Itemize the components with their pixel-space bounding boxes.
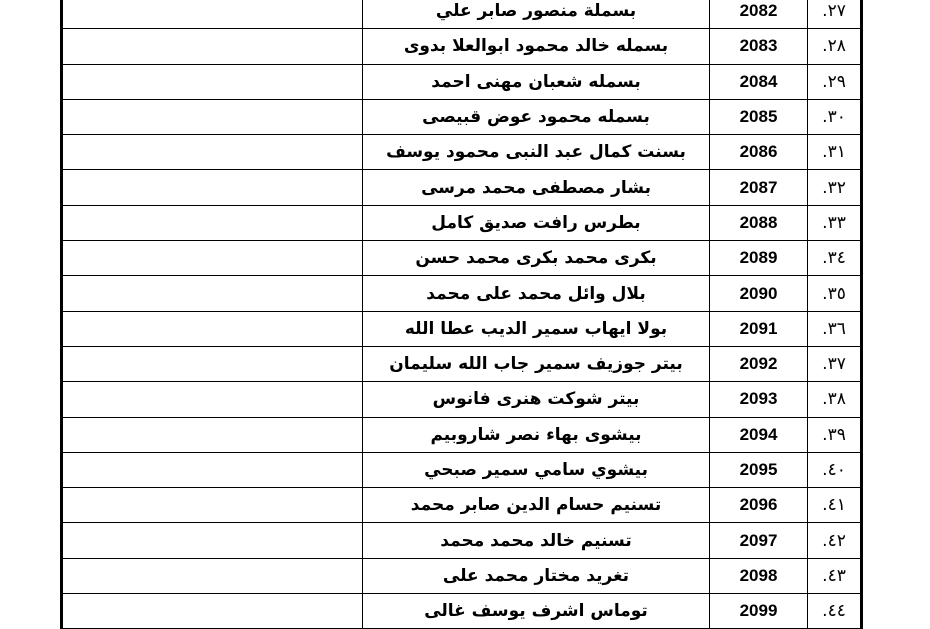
notes-cell [63, 418, 363, 452]
code-cell: 2085 [710, 100, 808, 134]
name-cell: بلال وائل محمد على محمد [363, 276, 710, 310]
code-cell: 2093 [710, 382, 808, 416]
serial-number-cell: ٣٨. [822, 389, 846, 410]
table-row [63, 453, 860, 488]
serial-number-cell: ٤١. [822, 495, 846, 516]
table-row [63, 170, 860, 205]
notes-cell [63, 29, 363, 63]
notes-cell [63, 65, 363, 99]
table-row [63, 347, 860, 382]
serial-number-cell: ٣٧. [822, 354, 846, 375]
serial-number-cell: ٤٣. [822, 565, 846, 586]
table-row [63, 418, 860, 453]
notes-cell [63, 0, 363, 28]
table-row [63, 100, 860, 135]
code-cell: 2095 [710, 453, 808, 487]
serial-number-cell: ٤٤. [822, 601, 846, 622]
notes-cell [63, 559, 363, 593]
code-cell: 2084 [710, 65, 808, 99]
code-cell: 2092 [710, 347, 808, 381]
table-row [63, 594, 860, 629]
code-cell: 2097 [710, 523, 808, 557]
table-row [63, 312, 860, 347]
name-cell: بسمله خالد محمود ابوالعلا بدوى [363, 29, 710, 63]
student-table [60, 0, 863, 629]
serial-number-cell: ٣٣. [822, 212, 846, 233]
name-cell: توماس اشرف يوسف غالى [363, 594, 710, 628]
notes-cell [63, 488, 363, 522]
notes-cell [63, 100, 363, 134]
code-cell: 2089 [710, 241, 808, 275]
name-cell: بسمله شعبان مهنى احمد [363, 65, 710, 99]
code-cell: 2087 [710, 170, 808, 204]
code-cell: 2094 [710, 418, 808, 452]
name-cell: بشار مصطفى محمد مرسى [363, 170, 710, 204]
notes-cell [63, 382, 363, 416]
notes-cell [63, 170, 363, 204]
table-row [63, 241, 860, 276]
name-cell: بيشوى بهاء نصر شاروبيم [363, 418, 710, 452]
serial-number-cell: ٢٩. [822, 71, 846, 92]
serial-number-cell: ٣٥. [822, 283, 846, 304]
code-cell: 2090 [710, 276, 808, 310]
table-row [63, 488, 860, 523]
notes-cell [63, 594, 363, 628]
name-cell: بيتر شوكت هنرى فانوس [363, 382, 710, 416]
serial-number-cell: ٣٤. [822, 248, 846, 269]
name-cell: بسملة منصور صابر علي [363, 0, 710, 28]
serial-number-cell: ٣١. [822, 142, 846, 163]
notes-cell [63, 206, 363, 240]
serial-number-cell: ٣٠. [822, 107, 846, 128]
table-row [63, 382, 860, 417]
name-cell: بولا ايهاب سمير الديب عطا الله [363, 312, 710, 346]
table-row [63, 29, 860, 64]
table-row [63, 65, 860, 100]
name-cell: تغريد مختار محمد على [363, 559, 710, 593]
code-cell: 2086 [710, 135, 808, 169]
code-cell: 2091 [710, 312, 808, 346]
table-row [63, 0, 860, 29]
name-cell: بيتر جوزيف سمير جاب الله سليمان [363, 347, 710, 381]
notes-cell [63, 453, 363, 487]
notes-cell [63, 241, 363, 275]
table-row [63, 206, 860, 241]
serial-number-cell: ٤٠. [822, 460, 846, 480]
notes-cell [63, 276, 363, 310]
serial-number-cell: ٣٦. [822, 318, 846, 339]
code-cell: 2088 [710, 206, 808, 240]
table-row [63, 559, 860, 594]
serial-number-cell: ٢٧. [822, 1, 846, 22]
table-row [63, 135, 860, 170]
name-cell: بيشوي سامي سمير صبحي [363, 453, 710, 487]
code-cell: 2083 [710, 29, 808, 63]
code-cell: 2098 [710, 559, 808, 593]
name-cell: بسنت كمال عبد النبى محمود يوسف [363, 135, 710, 169]
code-cell: 2096 [710, 488, 808, 522]
serial-number-cell: ٢٨. [822, 36, 846, 57]
table-row [63, 276, 860, 311]
notes-cell [63, 135, 363, 169]
table-row [63, 523, 860, 558]
notes-cell [63, 523, 363, 557]
notes-cell [63, 312, 363, 346]
serial-number-cell: ٣٩. [822, 424, 846, 445]
name-cell: تسنيم حسام الدين صابر محمد [363, 488, 710, 522]
serial-number-cell: ٤٢. [822, 530, 846, 551]
code-cell: 2099 [710, 594, 808, 628]
code-cell: 2082 [710, 0, 808, 28]
name-cell: تسنيم خالد محمد محمد [363, 523, 710, 557]
name-cell: بكرى محمد بكرى محمد حسن [363, 241, 710, 275]
serial-number-cell: ٣٢. [822, 177, 846, 198]
notes-cell [63, 347, 363, 381]
name-cell: بطرس رافت صديق كامل [363, 206, 710, 240]
name-cell: بسمله محمود عوض قبيصى [363, 100, 710, 134]
